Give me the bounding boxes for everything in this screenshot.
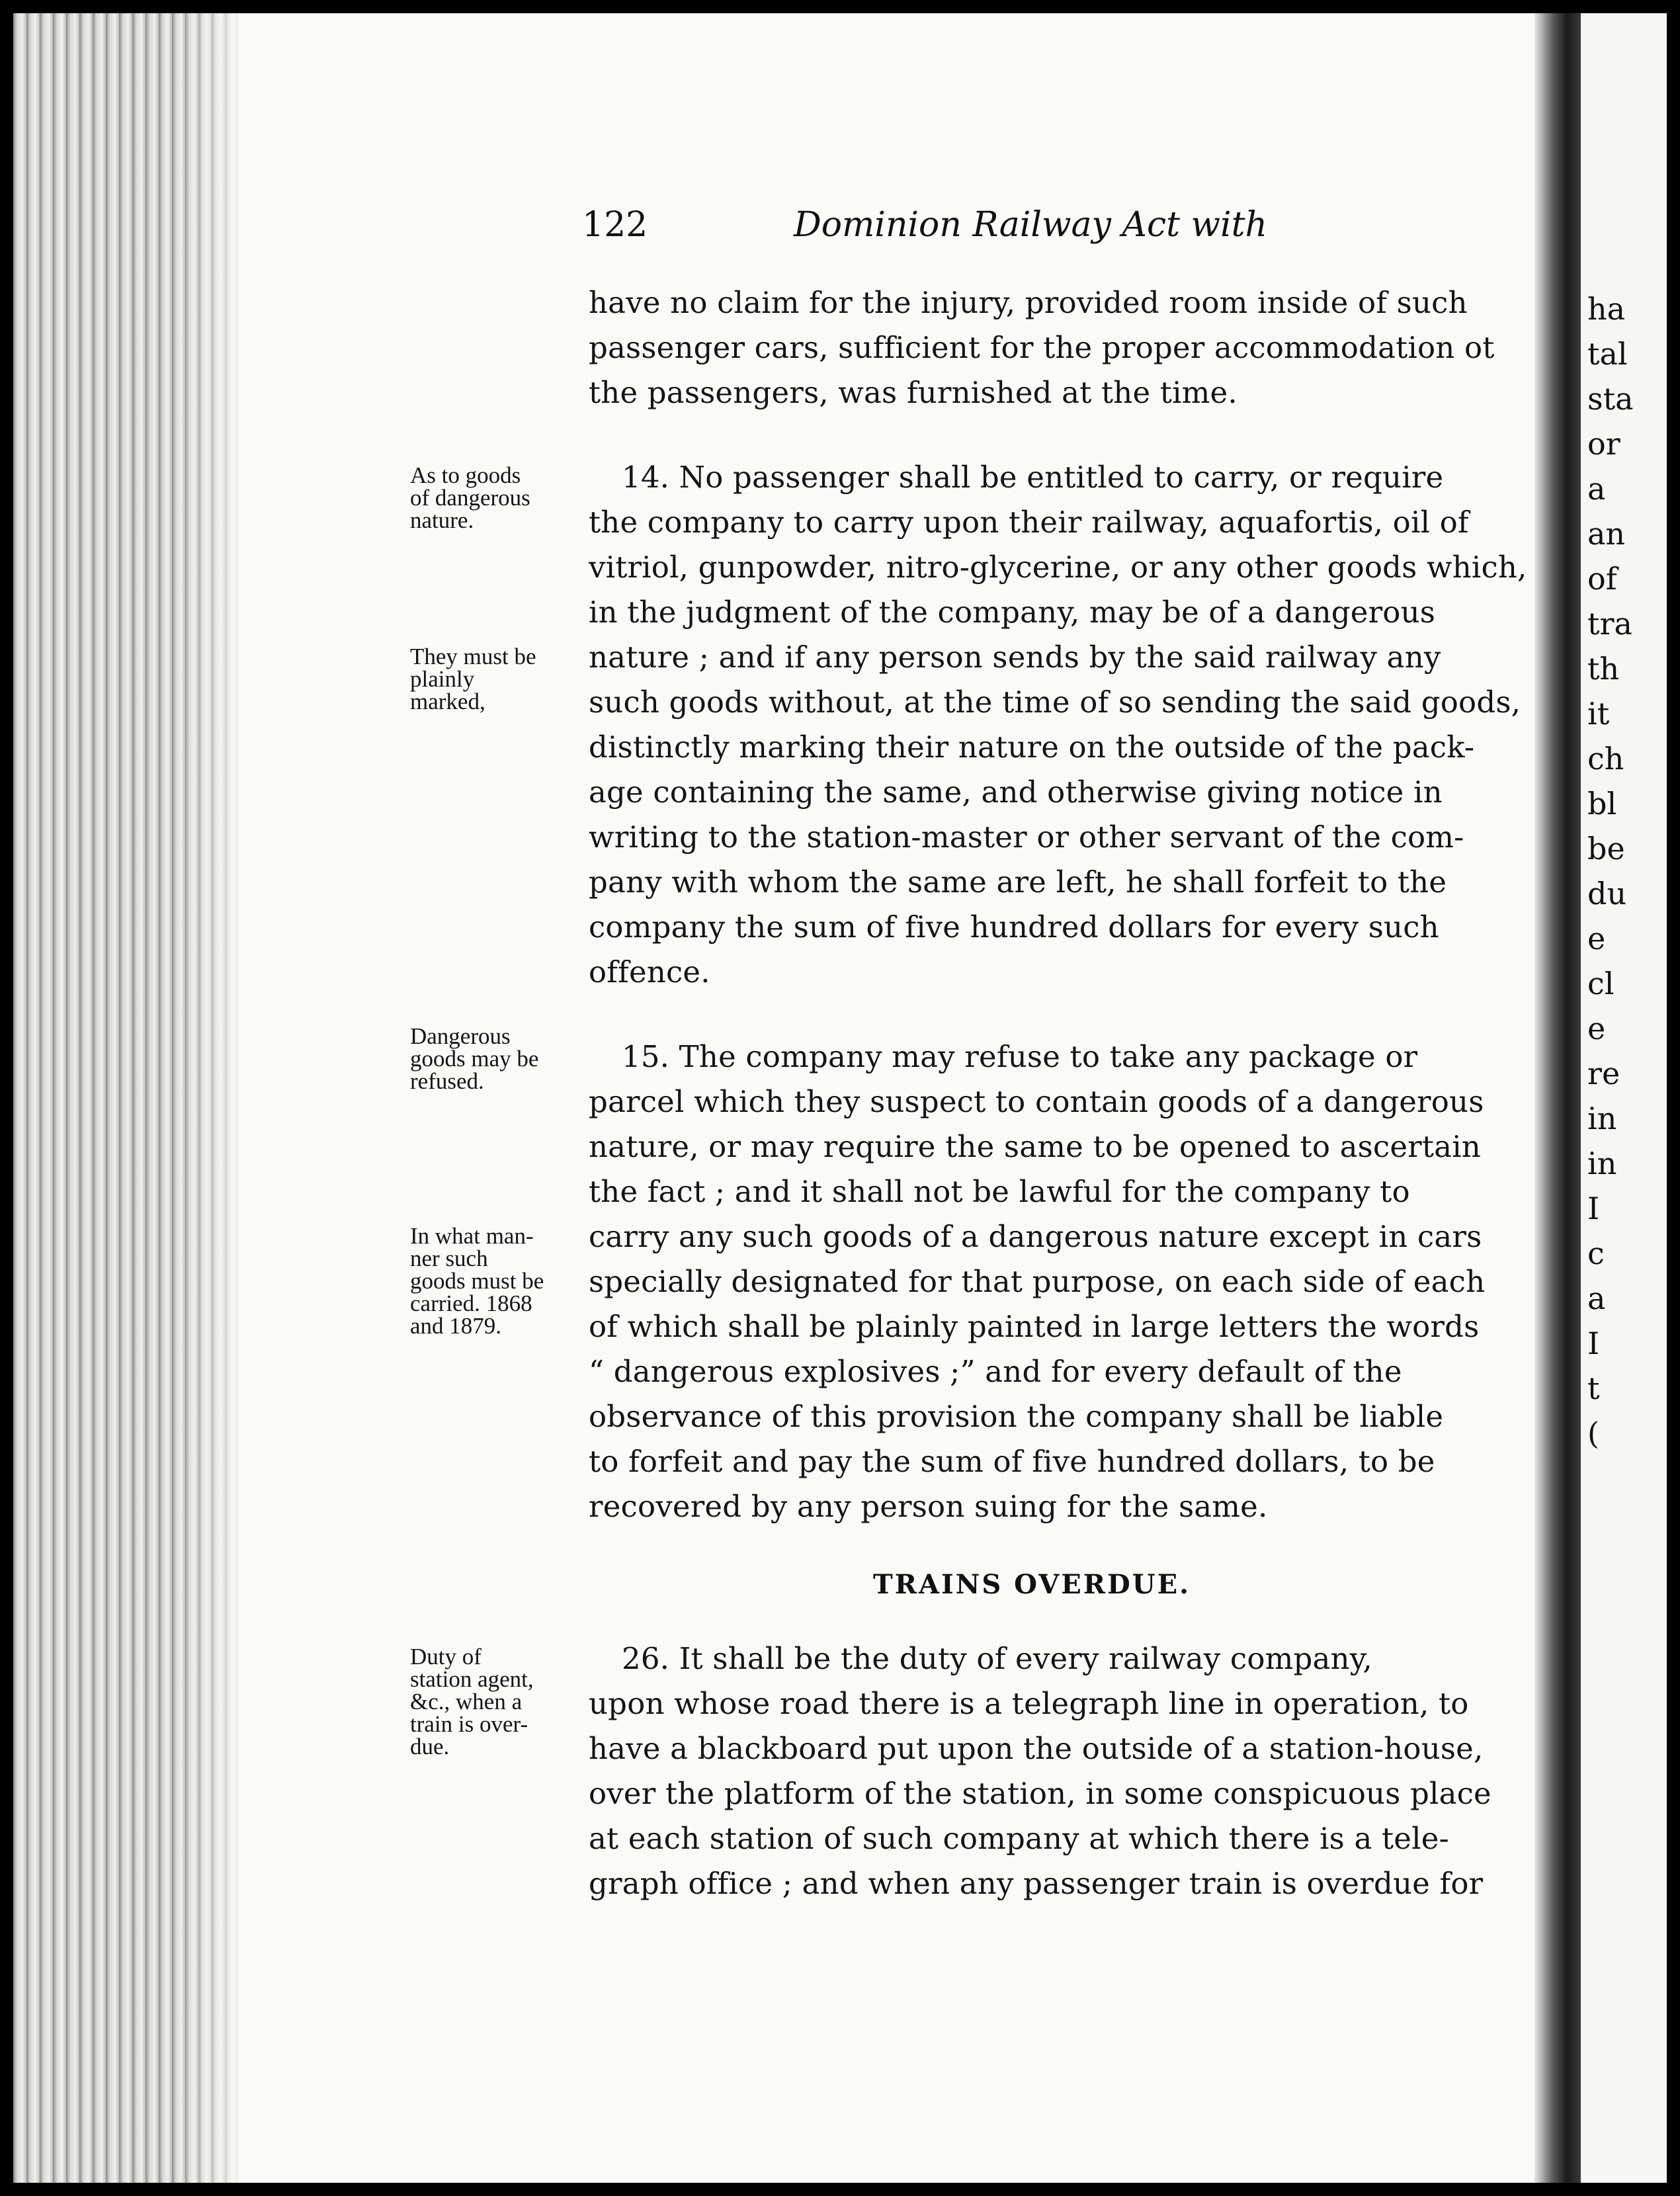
section-15-line: recovered by any person suing for the same. <box>589 1489 1268 1524</box>
facing-fragment: c <box>1587 1236 1605 1271</box>
margin-note-line: nature. <box>410 507 474 533</box>
section-14-line: writing to the station-master or other servant of the com- <box>589 820 1464 855</box>
book-gutter <box>1534 13 1581 2183</box>
section-14-line: offence. <box>589 954 710 990</box>
section-14-line: company the sum of five hundred dollars for every such <box>589 909 1439 945</box>
section-15-line: 15. The company may refuse to take any package or <box>622 1039 1418 1074</box>
section-14-line: 14. No passenger shall be entitled to carry, or require <box>622 460 1444 495</box>
margin-note-line: Dangerous <box>410 1023 511 1049</box>
margin-note-line: ner such <box>410 1246 488 1271</box>
section-26-line: at each station of such company at which there is a tele- <box>589 1821 1449 1856</box>
facing-fragment: t <box>1587 1371 1600 1406</box>
facing-fragment: or <box>1587 426 1620 462</box>
section-15-line: carry any such goods of a dangerous nature except in cars <box>589 1219 1482 1254</box>
margin-note-line: Duty of <box>410 1644 482 1669</box>
facing-fragment: e <box>1587 921 1606 956</box>
section-26-line: graph office ; and when any passenger train is overdue for <box>589 1866 1484 1901</box>
running-title: Dominion Railway Act with <box>794 205 1268 245</box>
margin-note-line: marked, <box>410 689 485 714</box>
section-heading: TRAINS OVERDUE. <box>873 1569 1191 1600</box>
margin-note-line: plainly <box>410 666 475 692</box>
margin-note-line: station agent, <box>410 1666 534 1692</box>
facing-fragment: ha <box>1587 291 1626 327</box>
section-26-line: have a blackboard put upon the outside of a station-house, <box>589 1731 1484 1766</box>
section-14-line: in the judgment of the company, may be of a dangerous <box>589 595 1436 630</box>
section-14-line: distinctly marking their nature on the outside of the pack- <box>589 730 1475 765</box>
section-14-line: the company to carry upon their railway, aquafortis, oil of <box>589 505 1469 540</box>
facing-fragment: cl <box>1587 966 1615 1001</box>
facing-page <box>1581 13 1667 2183</box>
margin-note-line: &c., when a <box>410 1689 523 1714</box>
facing-fragment: tal <box>1587 336 1628 372</box>
section-26-line: 26. It shall be the duty of every railway company, <box>622 1641 1372 1676</box>
margin-note <box>410 464 589 532</box>
margin-note-line: As to goods <box>410 462 521 488</box>
section-15-line: parcel which they suspect to contain goods of a dangerous <box>589 1084 1484 1119</box>
page-number: 122 <box>582 205 648 245</box>
facing-fragment: th <box>1587 651 1620 687</box>
section-14-line: nature ; and if any person sends by the said railway any <box>589 640 1441 675</box>
facing-fragment: a <box>1587 471 1606 507</box>
facing-fragment: of <box>1587 561 1617 597</box>
section-15-line: observance of this provision the company shall be liable <box>589 1399 1444 1434</box>
section-15-line: nature, or may require the same to be opened to ascertain <box>589 1129 1481 1164</box>
margin-note-line: goods must be <box>410 1268 544 1294</box>
facing-fragment: e <box>1587 1011 1606 1046</box>
margin-note-line: In what man- <box>410 1223 534 1249</box>
book-scan <box>13 13 1667 2183</box>
section-26-line: over the platform of the station, in some conspicuous place <box>589 1776 1491 1811</box>
section-26-line: upon whose road there is a telegraph line in operation, to <box>589 1686 1469 1721</box>
page-header <box>582 205 1277 258</box>
margin-note-line: goods may be <box>410 1046 539 1072</box>
facing-fragment: ( <box>1587 1415 1599 1451</box>
section-14-line: such goods without, at the time of so sending the said goods, <box>589 685 1521 720</box>
section-15-line: “ dangerous explosives ;” and for every default of the <box>589 1354 1402 1389</box>
facing-fragment: ch <box>1587 741 1624 777</box>
page-edges-fade <box>179 13 258 2183</box>
margin-note-line: train is over- <box>410 1711 528 1737</box>
facing-fragment: tra <box>1587 606 1632 642</box>
facing-fragment: a <box>1587 1281 1606 1316</box>
facing-fragment: re <box>1587 1056 1620 1091</box>
margin-note-line: They must be <box>410 644 536 669</box>
section-15-line: the fact ; and it shall not be lawful for the company to <box>589 1174 1410 1209</box>
facing-fragment: it <box>1587 696 1610 732</box>
facing-fragment: bl <box>1587 786 1617 822</box>
margin-note-line: refused. <box>410 1068 484 1094</box>
section-14-line: pany with whom the same are left, he shall forfeit to the <box>589 865 1447 900</box>
margin-note <box>410 1225 589 1337</box>
margin-note-line: carried. 1868 <box>410 1290 532 1316</box>
body-line: passenger cars, sufficient for the proper accommodation ot <box>589 330 1495 365</box>
section-15-line: specially designated for that purpose, on each side of each <box>589 1264 1486 1299</box>
facing-fragment: in <box>1587 1101 1617 1136</box>
margin-note <box>410 1025 589 1093</box>
body-line: have no claim for the injury, provided room inside of such <box>589 285 1468 320</box>
body-line: the passengers, was furnished at the time. <box>589 375 1238 410</box>
margin-note-line: due. <box>410 1734 450 1759</box>
facing-fragment: be <box>1587 831 1625 866</box>
margin-note-line: and 1879. <box>410 1313 502 1339</box>
facing-fragment: sta <box>1587 381 1634 417</box>
section-15-line: to forfeit and pay the sum of five hundred dollars, to be <box>589 1444 1435 1479</box>
margin-note <box>410 1646 589 1758</box>
margin-note <box>410 646 589 713</box>
section-14-line: vitriol, gunpowder, nitro-glycerine, or any other goods which, <box>589 550 1527 585</box>
margin-note-line: of dangerous <box>410 485 530 511</box>
facing-fragment: in <box>1587 1146 1617 1181</box>
facing-fragment: I <box>1587 1326 1600 1361</box>
facing-fragment: I <box>1587 1191 1600 1226</box>
facing-fragment: an <box>1587 516 1626 552</box>
facing-fragment: du <box>1587 876 1627 911</box>
section-15-line: of which shall be plainly painted in large letters the words <box>589 1309 1480 1344</box>
section-14-line: age containing the same, and otherwise giving notice in <box>589 775 1443 810</box>
